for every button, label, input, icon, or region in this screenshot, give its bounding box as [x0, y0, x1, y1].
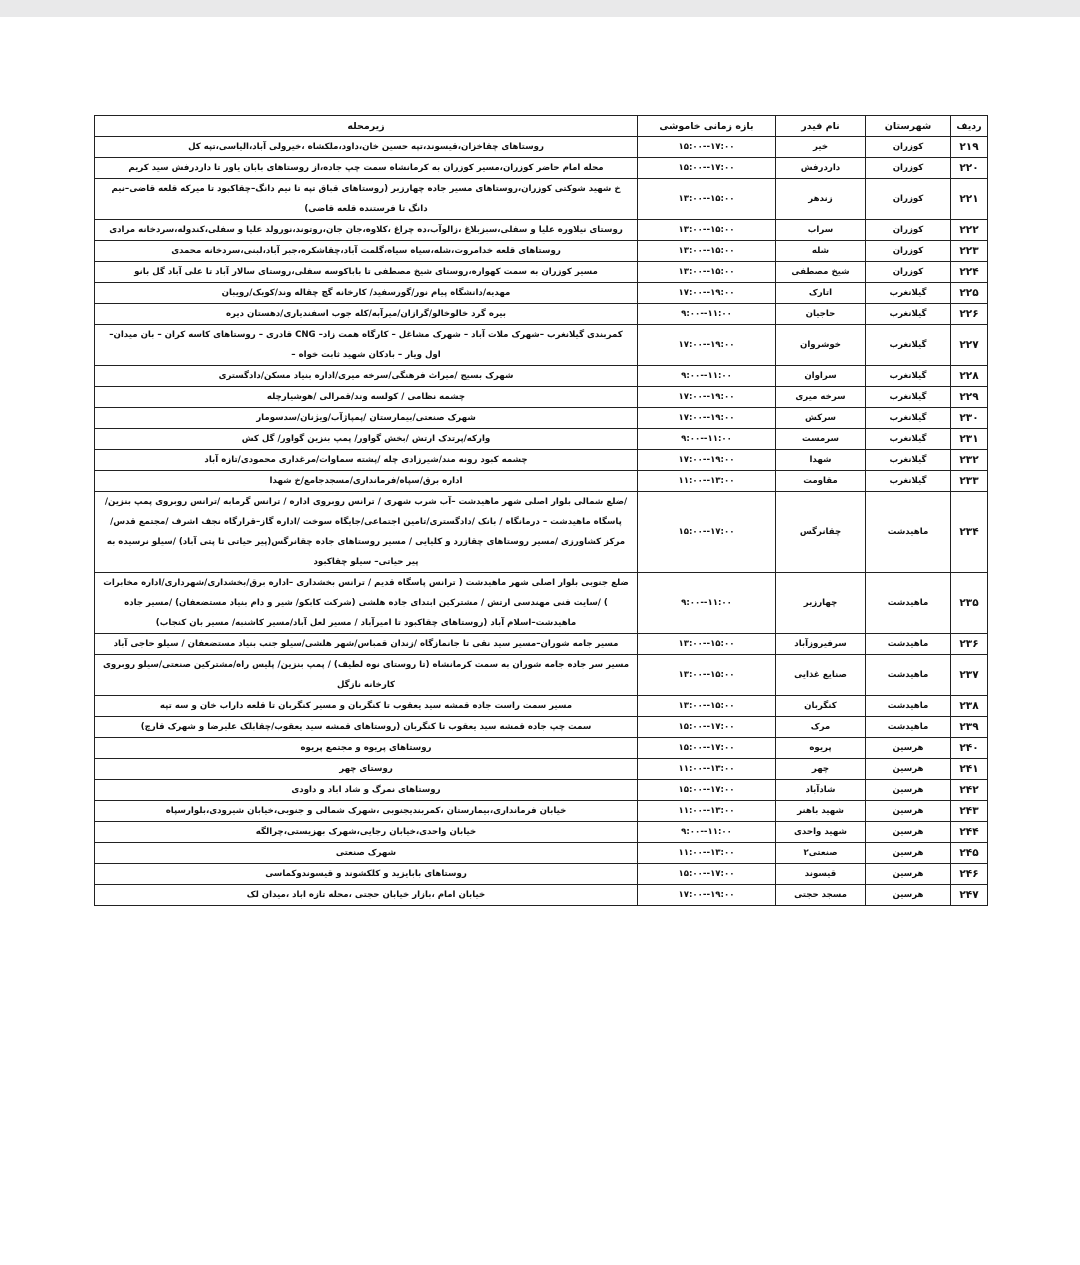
cell-area: روستای نیلاوره علیا و سفلی،سبزبلاغ ،زالوآب،ده چراغ ،کلاوه،جان جان،روتوند،نورولد علیا و سفلی،کندوله،سردخانه مرادی — [95, 220, 638, 241]
table-row — [95, 843, 988, 864]
cell-time: ۱۱:۰۰--۹:۰۰ — [638, 429, 776, 450]
cell-area: روستاهای چقاخزان،قیسوند،تپه حسین خان،داود،ملکشاه ،خیرولی آباد،الیاسی،تپه کل — [95, 137, 638, 158]
cell-feeder: مسجد حجتی — [776, 885, 866, 906]
cell-row-no: ۲۲۵ — [951, 283, 988, 304]
table-row — [95, 471, 988, 492]
cell-area: ضلع جنوبی بلوار اصلی شهر ماهیدشت ( ترانس پاسگاه قدیم / ترانس بخشداری –اداره برق/بخشداری/شهرداری/اداره مخابرات ) /سایت فنی مهندسی ارتش / مشترکین ابتدای جاده هلشی (شرکت کابکو/ شیر و دام بنیاد مستضعفان) /مسیر جاده ماهیدشت–اسلام آباد (روستاهای چقاکبود تا امیرآباد / مسیر لعل آباد/مسیر کاشنبه/ مسیر بان کنجاب) — [95, 573, 638, 634]
cell-feeder: سرمست — [776, 429, 866, 450]
cell-feeder: سراوان — [776, 366, 866, 387]
cell-row-no: ۲۲۹ — [951, 387, 988, 408]
table-row — [95, 450, 988, 471]
cell-time: ۱۵:۰۰--۱۳:۰۰ — [638, 220, 776, 241]
cell-city: هرسین — [866, 738, 951, 759]
cell-time: ۱۳:۰۰--۱۱:۰۰ — [638, 801, 776, 822]
cell-row-no: ۲۳۸ — [951, 696, 988, 717]
table-row — [95, 137, 988, 158]
cell-time: ۱۵:۰۰--۱۳:۰۰ — [638, 634, 776, 655]
cell-area: اداره برق/سپاه/فرمانداری/مسجدجامع/خ شهدا — [95, 471, 638, 492]
cell-row-no: ۲۴۰ — [951, 738, 988, 759]
cell-city: ماهیدشت — [866, 573, 951, 634]
cell-time: ۱۷:۰۰--۱۵:۰۰ — [638, 137, 776, 158]
table-body — [95, 137, 988, 906]
cell-city: کوزران — [866, 158, 951, 179]
cell-row-no: ۲۲۴ — [951, 262, 988, 283]
cell-area: وارکه/پرتدک ارتش /بخش گواور/ پمپ بنزین گواور/ گل کش — [95, 429, 638, 450]
cell-feeder: زندهر — [776, 179, 866, 220]
cell-row-no: ۲۲۷ — [951, 325, 988, 366]
cell-time: ۱۵:۰۰--۱۳:۰۰ — [638, 241, 776, 262]
cell-row-no: ۲۲۶ — [951, 304, 988, 325]
cell-feeder: خوشروان — [776, 325, 866, 366]
cell-time: ۱۷:۰۰--۱۵:۰۰ — [638, 780, 776, 801]
cell-area: خیابان امام ،بازار خیابان حجتی ،محله تازه اباد ،میدان لک — [95, 885, 638, 906]
cell-feeder: مقاومت — [776, 471, 866, 492]
cell-feeder: شهدا — [776, 450, 866, 471]
cell-feeder: خیر — [776, 137, 866, 158]
cell-time: ۱۷:۰۰--۱۵:۰۰ — [638, 864, 776, 885]
table-row — [95, 304, 988, 325]
cell-city: کوزران — [866, 137, 951, 158]
cell-area: سمت چپ جاده قمشه سید یعقوب تا کنگربان (روستاهای قمشه سید یعقوب/چقابلک علیرضا و شهرک قارچ) — [95, 717, 638, 738]
cell-feeder: داردرفش — [776, 158, 866, 179]
cell-time: ۱۹:۰۰--۱۷:۰۰ — [638, 450, 776, 471]
cell-area: مسیر سمت راست جاده قمشه سید یعقوب تا کنگربان و مسیر کنگربان تا قلعه داراب خان و سه تپه — [95, 696, 638, 717]
cell-time: ۱۵:۰۰--۱۳:۰۰ — [638, 696, 776, 717]
cell-time: ۱۹:۰۰--۱۷:۰۰ — [638, 387, 776, 408]
cell-time: ۱۱:۰۰--۹:۰۰ — [638, 573, 776, 634]
cell-row-no: ۲۲۱ — [951, 179, 988, 220]
cell-time: ۱۳:۰۰--۱۱:۰۰ — [638, 843, 776, 864]
cell-row-no: ۲۳۳ — [951, 471, 988, 492]
cell-city: کوزران — [866, 179, 951, 220]
cell-time: ۱۱:۰۰--۹:۰۰ — [638, 304, 776, 325]
cell-area: روستاهای پریوه و مجتمع پریوه — [95, 738, 638, 759]
cell-row-no: ۲۲۰ — [951, 158, 988, 179]
cell-row-no: ۲۲۳ — [951, 241, 988, 262]
cell-feeder: قیسوند — [776, 864, 866, 885]
cell-area: شهرک بسیج /میراث فرهنگی/سرخه میری/اداره بنیاد مسکن/دادگستری — [95, 366, 638, 387]
cell-city: ماهیدشت — [866, 634, 951, 655]
cell-time: ۱۷:۰۰--۱۵:۰۰ — [638, 717, 776, 738]
table-row — [95, 885, 988, 906]
cell-area: شهرک صنعتی/بیمارستان /پمپاژآب/ویژنان/سدسومار — [95, 408, 638, 429]
table-row — [95, 801, 988, 822]
cell-city: هرسین — [866, 822, 951, 843]
cell-time: ۱۷:۰۰--۱۵:۰۰ — [638, 738, 776, 759]
table-row — [95, 220, 988, 241]
header-area: زیرمحله — [95, 116, 638, 137]
cell-row-no: ۲۳۵ — [951, 573, 988, 634]
cell-city: گیلانغرب — [866, 366, 951, 387]
cell-area: شهرک صنعتی — [95, 843, 638, 864]
cell-row-no: ۲۳۴ — [951, 492, 988, 573]
outage-schedule-sheet — [94, 115, 987, 906]
cell-row-no: ۲۳۰ — [951, 408, 988, 429]
table-row — [95, 408, 988, 429]
header-city: شهرستان — [866, 116, 951, 137]
table-row — [95, 655, 988, 696]
cell-area: مهدیه/دانشگاه پیام نور/گورسفید/ کارخانه گچ چقاله وند/کویک/رویبان — [95, 283, 638, 304]
cell-row-no: ۲۴۱ — [951, 759, 988, 780]
cell-time: ۱۳:۰۰--۱۱:۰۰ — [638, 759, 776, 780]
cell-city: گیلانغرب — [866, 325, 951, 366]
table-row — [95, 325, 988, 366]
cell-area: روستاهای بابایزید و کلکشوند و قیسوندوکماسی — [95, 864, 638, 885]
cell-time: ۱۳:۰۰--۱۱:۰۰ — [638, 471, 776, 492]
cell-feeder: صنایع غذایی — [776, 655, 866, 696]
cell-area: خ شهید شوکتی کوزران،روستاهای مسیر جاده چهارزبر (روستاهای قباق تپه تا نیم دانگ–چقاکبود تا میرکه قلعه قاضی–نیم دانگ تا فرستنده قلعه قاضی) — [95, 179, 638, 220]
table-row — [95, 158, 988, 179]
cell-time: ۱۷:۰۰--۱۵:۰۰ — [638, 158, 776, 179]
cell-row-no: ۲۳۲ — [951, 450, 988, 471]
cell-city: هرسین — [866, 759, 951, 780]
cell-feeder: چهارزبر — [776, 573, 866, 634]
cell-feeder: شله — [776, 241, 866, 262]
cell-city: گیلانغرب — [866, 387, 951, 408]
cell-row-no: ۲۲۸ — [951, 366, 988, 387]
table-row — [95, 179, 988, 220]
header-time: بازه زمانی خاموشی — [638, 116, 776, 137]
cell-row-no: ۲۱۹ — [951, 137, 988, 158]
cell-city: هرسین — [866, 780, 951, 801]
table-row — [95, 573, 988, 634]
cell-city: کوزران — [866, 241, 951, 262]
cell-feeder: پریوه — [776, 738, 866, 759]
cell-row-no: ۲۳۱ — [951, 429, 988, 450]
cell-city: گیلانغرب — [866, 283, 951, 304]
cell-city: هرسین — [866, 885, 951, 906]
table-row — [95, 738, 988, 759]
cell-row-no: ۲۴۶ — [951, 864, 988, 885]
cell-city: ماهیدشت — [866, 696, 951, 717]
cell-feeder: حاجیان — [776, 304, 866, 325]
cell-feeder: شیخ مصطفی — [776, 262, 866, 283]
cell-feeder: سرفیروزآباد — [776, 634, 866, 655]
table-row — [95, 492, 988, 573]
cell-area: روستاهای نمرگ و شاد اباد و داودی — [95, 780, 638, 801]
cell-feeder: سرخه میری — [776, 387, 866, 408]
cell-time: ۱۵:۰۰--۱۳:۰۰ — [638, 262, 776, 283]
table-row — [95, 634, 988, 655]
table-row — [95, 241, 988, 262]
cell-city: کوزران — [866, 262, 951, 283]
header-row-no: ردیف — [951, 116, 988, 137]
cell-feeder: مرک — [776, 717, 866, 738]
cell-city: گیلانغرب — [866, 450, 951, 471]
cell-time: ۱۵:۰۰--۱۳:۰۰ — [638, 655, 776, 696]
table-row — [95, 429, 988, 450]
cell-area: روستای چهر — [95, 759, 638, 780]
cell-row-no: ۲۳۶ — [951, 634, 988, 655]
cell-row-no: ۲۴۳ — [951, 801, 988, 822]
cell-area: محله امام حاضر کوزران،مسیر کوزران به کرمانشاه سمت چپ جاده،از روستاهای بابان یاور تا داردرفش سید کریم — [95, 158, 638, 179]
cell-area: روستاهای قلعه خدامروت،شله،سیاه سیاه،گلمت آباد،چقاشکره،جبر آباد،لبنی،سردخانه محمدی — [95, 241, 638, 262]
cell-feeder: سراب — [776, 220, 866, 241]
cell-area: مسیر کوزران به سمت کهواره،روستای شیخ مصطفی تا باباکوسه سفلی،روستای سالار آباد تا علی آباد گل بانو — [95, 262, 638, 283]
header-feeder: نام فیدر — [776, 116, 866, 137]
table-row — [95, 864, 988, 885]
cell-row-no: ۲۴۷ — [951, 885, 988, 906]
cell-feeder: کنگربان — [776, 696, 866, 717]
cell-feeder: شهید واحدی — [776, 822, 866, 843]
cell-row-no: ۲۴۵ — [951, 843, 988, 864]
table-row — [95, 262, 988, 283]
cell-area: خیابان فرمانداری،بیمارستان ،کمربندیجنوبی ،شهرک شمالی و جنوبی،خیابان شیرودی،بلوارسپاه — [95, 801, 638, 822]
table-row — [95, 387, 988, 408]
table-row — [95, 696, 988, 717]
outage-schedule-table — [94, 115, 988, 906]
cell-time: ۱۵:۰۰--۱۳:۰۰ — [638, 179, 776, 220]
cell-city: گیلانغرب — [866, 408, 951, 429]
cell-city: گیلانغرب — [866, 471, 951, 492]
cell-time: ۱۹:۰۰--۱۷:۰۰ — [638, 885, 776, 906]
cell-time: ۱۱:۰۰--۹:۰۰ — [638, 366, 776, 387]
cell-time: ۱۹:۰۰--۱۷:۰۰ — [638, 408, 776, 429]
cell-time: ۱۹:۰۰--۱۷:۰۰ — [638, 283, 776, 304]
cell-row-no: ۲۲۲ — [951, 220, 988, 241]
cell-feeder: صنعتی۲ — [776, 843, 866, 864]
cell-city: ماهیدشت — [866, 492, 951, 573]
cell-area: بیره گرد خالوخالو/گرازان/میرآبه/کله جوب اسفندیاری/دهستان دیره — [95, 304, 638, 325]
cell-row-no: ۲۳۹ — [951, 717, 988, 738]
cell-time: ۱۱:۰۰--۹:۰۰ — [638, 822, 776, 843]
cell-feeder: شادآباد — [776, 780, 866, 801]
table-row — [95, 717, 988, 738]
cell-area: چشمه نظامی / کولسه وند/قمرالی /هوشیارچله — [95, 387, 638, 408]
cell-feeder: چهر — [776, 759, 866, 780]
cell-city: ماهیدشت — [866, 717, 951, 738]
table-row — [95, 366, 988, 387]
cell-area: چشمه کبود رونه مند/شیرزادی چله /پشته سماوات/مرغداری محمودی/تازه آباد — [95, 450, 638, 471]
cell-city: هرسین — [866, 843, 951, 864]
cell-feeder: چقانرگس — [776, 492, 866, 573]
table-row — [95, 283, 988, 304]
cell-city: هرسین — [866, 864, 951, 885]
cell-time: ۱۹:۰۰--۱۷:۰۰ — [638, 325, 776, 366]
top-status-bar — [0, 0, 1080, 17]
cell-feeder: سرکش — [776, 408, 866, 429]
cell-area: کمربندی گیلانغرب –شهرک ملات آباد – شهرک مشاغل – کارگاه همت زاد– CNG قادری – روستاهای کاسه کران – بان میدان– اول ویار – بادکان شهید ثابت خواه – — [95, 325, 638, 366]
table-row — [95, 822, 988, 843]
cell-row-no: ۲۴۴ — [951, 822, 988, 843]
table-header-row — [95, 116, 988, 137]
cell-feeder: شهید باهنر — [776, 801, 866, 822]
cell-area: مسیر جامه شوران–مسیر سید نقی تا جانمازگاه /زندان قمباس/شهر هلشی/سیلو جنب بنیاد مستضعفان / سیلو حاجی آباد — [95, 634, 638, 655]
cell-city: کوزران — [866, 220, 951, 241]
cell-area: /ضلع شمالی بلوار اصلی شهر ماهیدشت –آب شرب شهری / ترانس روبروی اداره / ترانس گرمابه /ترانس روبروی پمپ بنزین/پاسگاه ماهیدشت – درمانگاه / بانک /دادگستری/تامین اجتماعی/جایگاه سوخت /اداره گاز–قرارگاه نجف اشرف /مجتمع قدس/مرکز کشاورزی /مسیر روستاهای چقازرد و کلیایی / مسیر روستاهای جاده چقانرگس(پیر حیاتی تا پتی آباد) /سیلو نرسیده به پیر حیاتی– سیلو چقاکبود — [95, 492, 638, 573]
cell-city: هرسین — [866, 801, 951, 822]
cell-city: گیلانغرب — [866, 429, 951, 450]
cell-row-no: ۲۴۲ — [951, 780, 988, 801]
cell-time: ۱۷:۰۰--۱۵:۰۰ — [638, 492, 776, 573]
cell-city: گیلانغرب — [866, 304, 951, 325]
cell-city: ماهیدشت — [866, 655, 951, 696]
cell-area: مسیر سر جاده جامه شوران به سمت کرمانشاه (تا روستای نوه لطیف) / پمپ بنزین/ پلیس راه/مشترکین صنعتی/سیلو روبروی کارخانه نازگل — [95, 655, 638, 696]
cell-row-no: ۲۳۷ — [951, 655, 988, 696]
table-row — [95, 759, 988, 780]
cell-area: خیابان واحدی،خیابان رجایی،شهرک بهزیستی،چرالگه — [95, 822, 638, 843]
cell-feeder: اتارک — [776, 283, 866, 304]
table-row — [95, 780, 988, 801]
